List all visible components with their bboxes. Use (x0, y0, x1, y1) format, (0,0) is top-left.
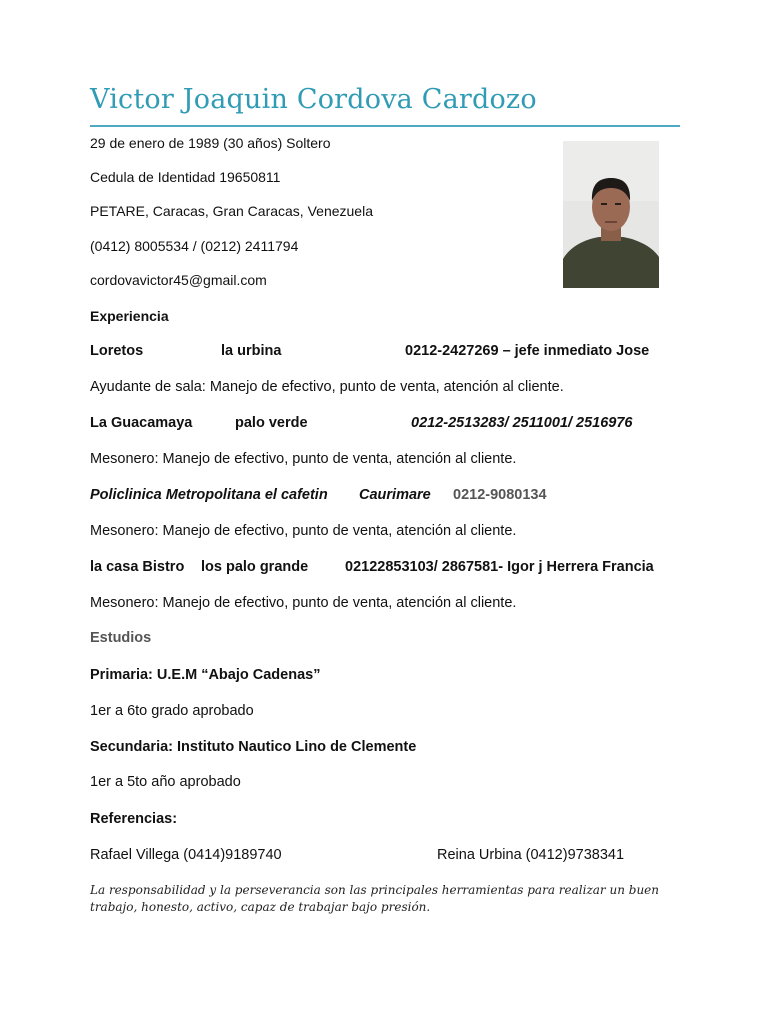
reference-item: Reina Urbina (0412)9738341 (437, 847, 625, 863)
experience-heading: Experiencia (90, 308, 169, 324)
job-company: Loretos (90, 343, 144, 359)
job-description: Ayudante de sala: Manejo de efectivo, punto de venta, atención al cliente. (90, 379, 564, 395)
id-number: Cedula de Identidad 19650811 (90, 169, 281, 185)
job-location: Caurimare (359, 487, 431, 503)
job-description: Mesonero: Manejo de efectivo, punto de venta, atención al cliente. (90, 451, 517, 467)
education-primary: Primaria: U.E.M “Abajo Cadenas” (90, 667, 321, 683)
address: PETARE, Caracas, Gran Caracas, Venezuela (90, 203, 373, 219)
education-secondary-detail: 1er a 5to año aprobado (90, 774, 241, 790)
job-description: Mesonero: Manejo de efectivo, punto de venta, atención al cliente. (90, 595, 517, 611)
job-contact: 0212-2427269 – jefe inmediato Jose (405, 343, 650, 359)
job-description: Mesonero: Manejo de efectivo, punto de venta, atención al cliente. (90, 523, 517, 539)
job-company: La Guacamaya (90, 415, 193, 431)
education-heading: Estudios (90, 630, 152, 646)
job-contact: 02122853103/ 2867581- Igor j Herrera Francia (345, 559, 654, 575)
title-divider (90, 125, 680, 127)
email: cordovavictor45@gmail.com (90, 272, 267, 288)
job-company: Policlinica Metropolitana el cafetin (90, 487, 328, 503)
job-location: palo verde (235, 415, 308, 431)
personal-statement: La responsabilidad y la perseverancia son las principales herramientas para realizar un buen trabajo, honesto, activo, capaz de trabajar bajo presión. (90, 883, 659, 914)
education-primary-detail: 1er a 6to grado aprobado (90, 703, 254, 719)
applicant-name: Victor Joaquin Cordova Cardozo (90, 84, 537, 115)
birth-info: 29 de enero de 1989 (30 años) Soltero (90, 135, 331, 151)
job-location: los palo grande (201, 559, 309, 575)
job-location: la urbina (221, 343, 282, 359)
reference-item: Rafael Villega (0414)9189740 (90, 847, 282, 863)
job-company: la casa Bistro (90, 559, 185, 575)
phone-numbers: (0412) 8005534 / (0212) 2411794 (90, 238, 299, 254)
education-secondary: Secundaria: Instituto Nautico Lino de Clemente (90, 739, 417, 755)
job-contact: 0212-9080134 (453, 487, 547, 503)
references-heading: Referencias: (90, 811, 178, 827)
profile-photo (563, 141, 659, 288)
job-contact: 0212-2513283/ 2511001/ 2516976 (411, 415, 633, 431)
